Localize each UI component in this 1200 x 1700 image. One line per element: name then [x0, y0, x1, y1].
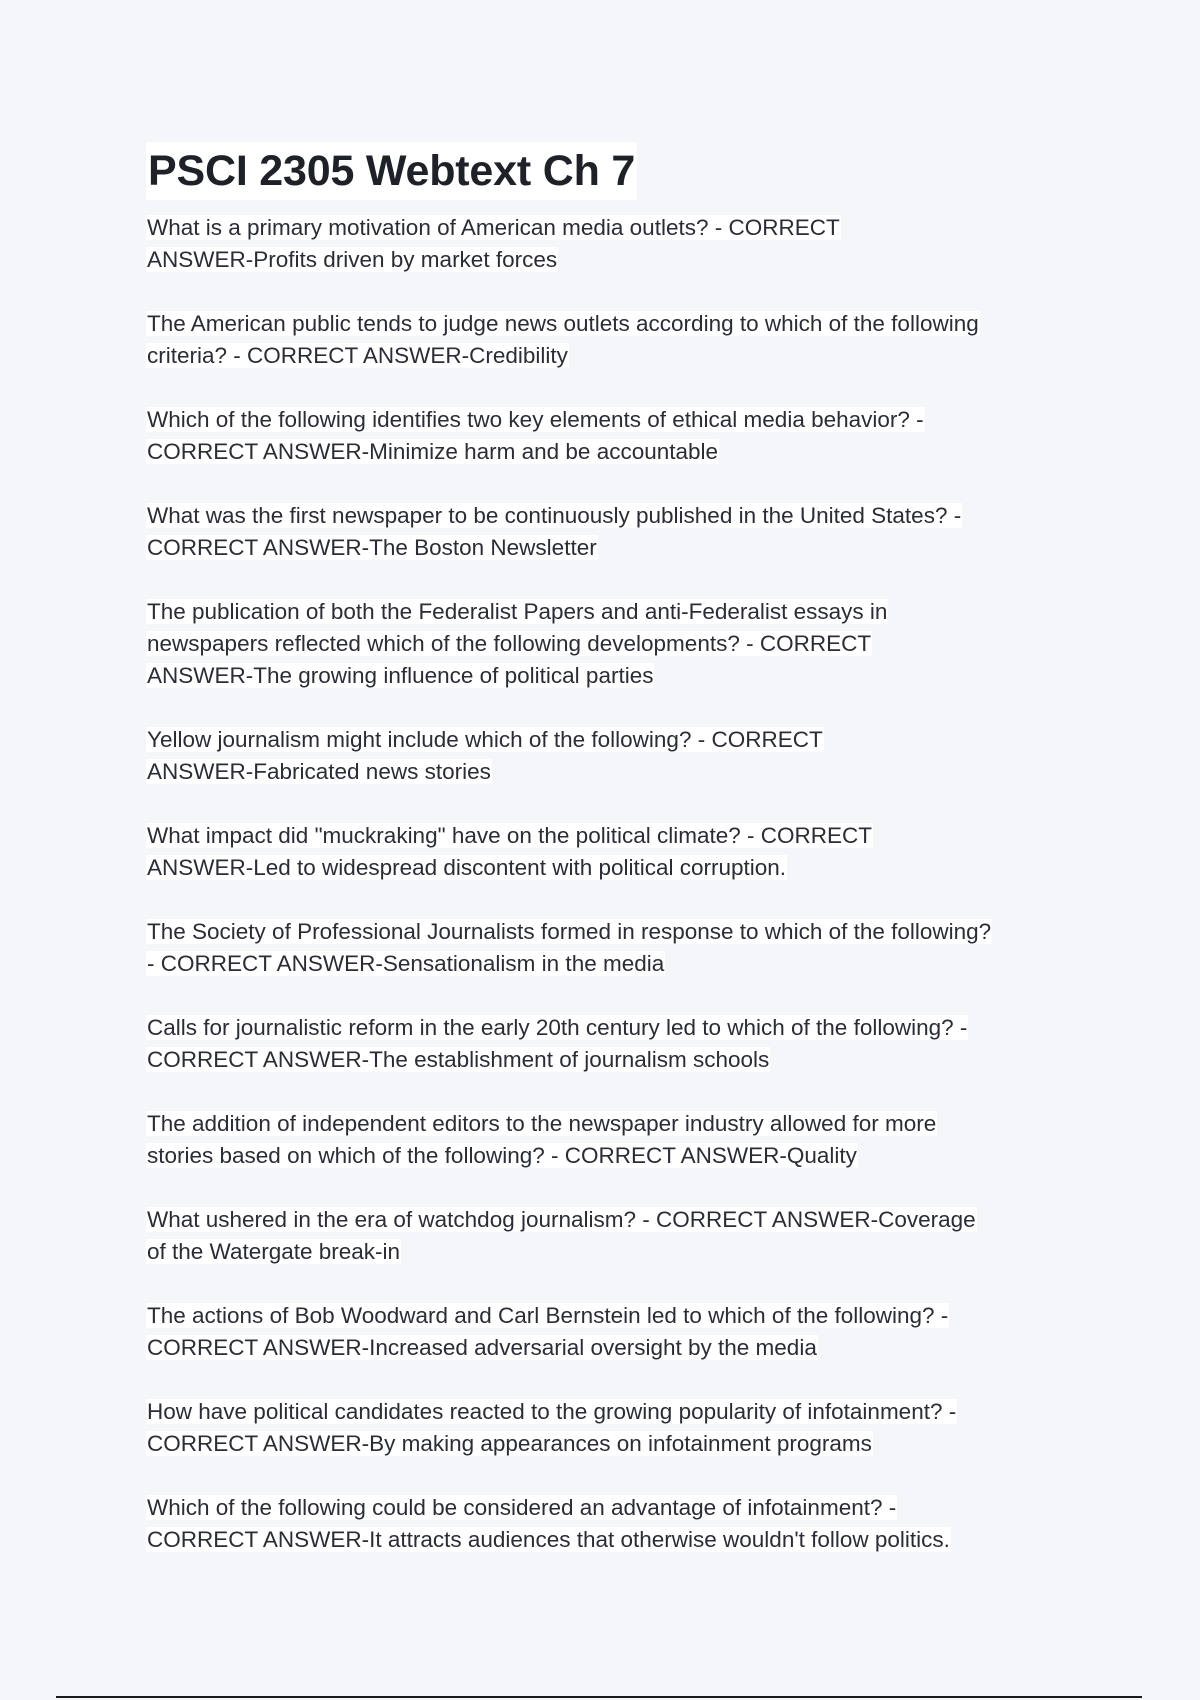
- qa-line-text: CORRECT ANSWER-Minimize harm and be accountable: [147, 439, 719, 464]
- qa-line: [146, 244, 1076, 276]
- qa-line: [146, 660, 1076, 692]
- qa-line-text: What was the first newspaper to be continuously published in the United States? -: [147, 503, 962, 528]
- qa-line: [146, 756, 1076, 788]
- qa-line: [146, 436, 1076, 468]
- qa-line: [146, 1012, 1076, 1044]
- qa-line: [146, 340, 1076, 372]
- qa-line: [146, 532, 1076, 564]
- qa-line: [146, 1492, 1076, 1524]
- qa-line-text: Yellow journalism might include which of the following? - CORRECT: [147, 727, 823, 752]
- qa-line-text: ANSWER-Profits driven by market forces: [147, 247, 558, 272]
- qa-line-text: CORRECT ANSWER-The Boston Newsletter: [147, 535, 597, 560]
- qa-line: [146, 820, 1076, 852]
- qa-item: [146, 404, 1076, 468]
- qa-line: [146, 1300, 1076, 1332]
- qa-line-text: The Society of Professional Journalists formed in response to which of the following?: [147, 919, 992, 944]
- qa-line: [146, 1044, 1076, 1076]
- qa-line-text: The American public tends to judge news outlets according to which of the following: [147, 311, 979, 336]
- qa-line-text: What impact did "muckraking" have on the political climate? - CORRECT: [147, 823, 872, 848]
- qa-line: [146, 308, 1076, 340]
- qa-item: [146, 500, 1076, 564]
- qa-line: [146, 1396, 1076, 1428]
- qa-list: [146, 212, 1076, 1556]
- qa-line: [146, 852, 1076, 884]
- qa-item: [146, 1300, 1076, 1364]
- qa-line: [146, 500, 1076, 532]
- qa-item: [146, 1492, 1076, 1556]
- page-bottom-rule: [56, 1696, 1142, 1698]
- qa-line: [146, 1108, 1076, 1140]
- qa-line-text: stories based on which of the following? - CORRECT ANSWER-Quality: [147, 1143, 857, 1168]
- qa-line-text: newspapers reflected which of the following developments? - CORRECT: [147, 631, 872, 656]
- qa-line: [146, 404, 1076, 436]
- qa-line-text: - CORRECT ANSWER-Sensationalism in the media: [147, 951, 665, 976]
- qa-line-text: of the Watergate break-in: [147, 1239, 401, 1264]
- qa-line: [146, 1428, 1076, 1460]
- qa-item: [146, 596, 1076, 692]
- qa-line: [146, 628, 1076, 660]
- qa-line-text: How have political candidates reacted to the growing popularity of infotainment? -: [147, 1399, 957, 1424]
- qa-line-text: The publication of both the Federalist Papers and anti-Federalist essays in: [147, 599, 888, 624]
- qa-line-text: Which of the following could be considered an advantage of infotainment? -: [147, 1495, 897, 1520]
- qa-line-text: ANSWER-Fabricated news stories: [147, 759, 491, 784]
- document-title: PSCI 2305 Webtext Ch 7: [146, 142, 637, 200]
- qa-line: [146, 1236, 1076, 1268]
- qa-line-text: CORRECT ANSWER-By making appearances on infotainment programs: [147, 1431, 872, 1456]
- qa-line-text: The actions of Bob Woodward and Carl Bernstein led to which of the following? -: [147, 1303, 949, 1328]
- qa-line: [146, 1204, 1076, 1236]
- qa-line-text: ANSWER-Led to widespread discontent with political corruption.: [147, 855, 787, 880]
- qa-line-text: Which of the following identifies two key elements of ethical media behavior? -: [147, 407, 924, 432]
- qa-item: [146, 916, 1076, 980]
- qa-line-text: CORRECT ANSWER-Increased adversarial oversight by the media: [147, 1335, 817, 1360]
- qa-line: [146, 596, 1076, 628]
- qa-item: [146, 1012, 1076, 1076]
- qa-item: [146, 1204, 1076, 1268]
- qa-item: [146, 1108, 1076, 1172]
- document-content: [146, 142, 1076, 1588]
- qa-line: [146, 724, 1076, 756]
- qa-line-text: criteria? - CORRECT ANSWER-Credibility: [147, 343, 568, 368]
- qa-line: [146, 1524, 1076, 1556]
- qa-item: [146, 724, 1076, 788]
- qa-line: [146, 212, 1076, 244]
- qa-item: [146, 1396, 1076, 1460]
- qa-line: [146, 1332, 1076, 1364]
- qa-line-text: CORRECT ANSWER-It attracts audiences that otherwise wouldn't follow politics.: [147, 1527, 950, 1552]
- qa-line-text: CORRECT ANSWER-The establishment of journalism schools: [147, 1047, 770, 1072]
- qa-line: [146, 1140, 1076, 1172]
- qa-line-text: What ushered in the era of watchdog journalism? - CORRECT ANSWER-Coverage: [147, 1207, 976, 1232]
- qa-line-text: Calls for journalistic reform in the early 20th century led to which of the following? -: [147, 1015, 968, 1040]
- qa-line-text: What is a primary motivation of American media outlets? - CORRECT: [147, 215, 840, 240]
- qa-line: [146, 948, 1076, 980]
- qa-line: [146, 916, 1076, 948]
- qa-line-text: The addition of independent editors to the newspaper industry allowed for more: [147, 1111, 937, 1136]
- qa-item: [146, 820, 1076, 884]
- qa-line-text: ANSWER-The growing influence of political parties: [147, 663, 654, 688]
- qa-item: [146, 308, 1076, 372]
- qa-item: [146, 212, 1076, 276]
